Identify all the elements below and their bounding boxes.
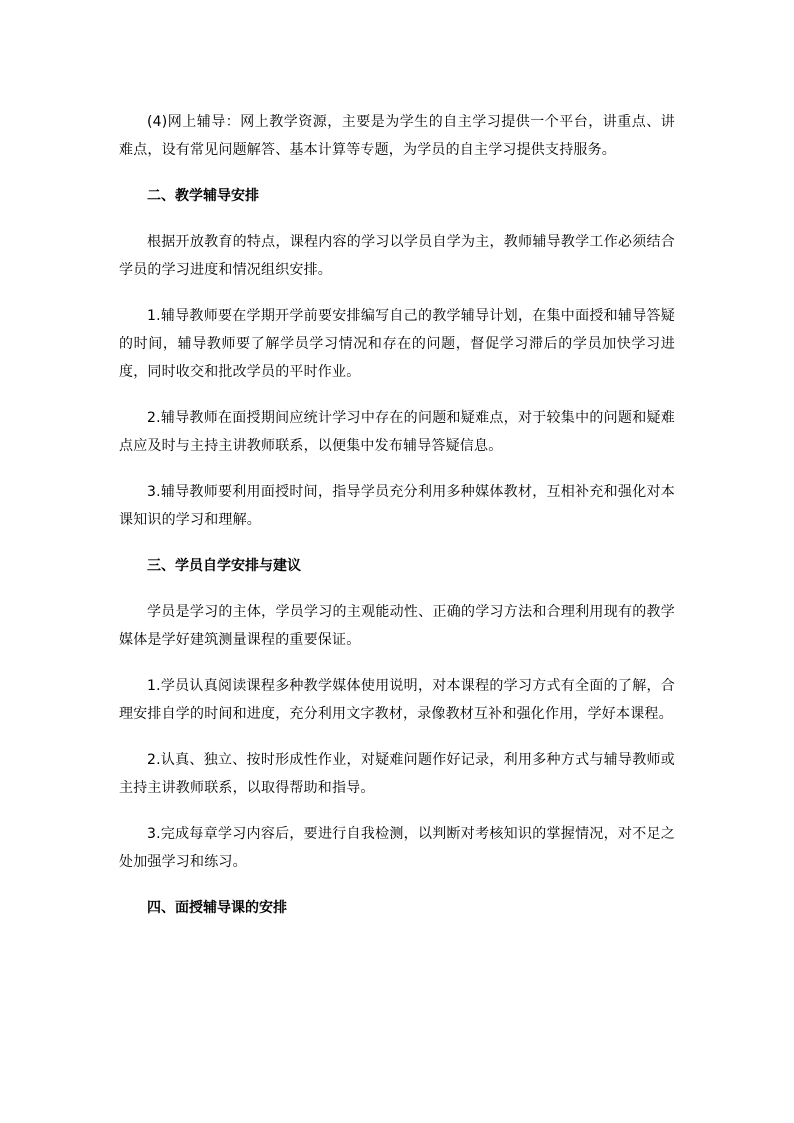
paragraph-arrangement-item-2: 2.辅导教师在面授期间应统计学习中存在的问题和疑难点，对于较集中的问题和疑难点应及时与主持主讲教师联系，以便集中发布辅导答疑信息。	[119, 410, 675, 454]
paragraph-arrangement-item-1: 1.辅导教师要在学期开学前要安排编写自己的教学辅导计划，在集中面授和辅导答疑的时间，辅导教师要了解学员学习情况和存在的问题，督促学习滞后的学员加快学习进度，同时收交和批改学员的平时作业。	[119, 308, 675, 380]
section-heading-face-to-face: 四、面授辅导课的安排	[147, 900, 287, 916]
section-heading-teaching-arrangement: 二、教学辅导安排	[147, 188, 259, 204]
paragraph-self-study-item-3: 3.完成每章学习内容后，要进行自我检测，以判断对考核知识的掌握情况，对不足之处加强学习和练习。	[119, 826, 675, 870]
paragraph-arrangement-intro: 根据开放教育的特点，课程内容的学习以学员自学为主，教师辅导教学工作必须结合学员的学习进度和情况组织安排。	[119, 234, 675, 278]
paragraph-arrangement-item-3: 3.辅导教师要利用面授时间，指导学员充分利用多种媒体教材，互相补充和强化对本课知识的学习和理解。	[119, 484, 675, 528]
paragraph-online-tutoring: (4)网上辅导：网上教学资源，主要是为学生的自主学习提供一个平台，讲重点、讲难点，设有常见问题解答、基本计算等专题，为学员的自主学习提供支持服务。	[119, 114, 675, 158]
paragraph-self-study-item-2: 2.认真、独立、按时形成性作业，对疑难问题作好记录，利用多种方式与辅导教师或主持主讲教师联系，以取得帮助和指导。	[119, 752, 675, 796]
paragraph-self-study-item-1: 1.学员认真阅读课程多种教学媒体使用说明，对本课程的学习方式有全面的了解，合理安排自学的时间和进度，充分利用文字教材，录像教材互补和强化作用，学好本课程。	[119, 678, 675, 722]
document-body	[119, 108, 675, 922]
section-heading-self-study: 三、学员自学安排与建议	[147, 558, 301, 574]
paragraph-self-study-intro: 学员是学习的主体，学员学习的主观能动性、正确的学习方法和合理利用现有的教学媒体是学好建筑测量课程的重要保证。	[119, 604, 675, 648]
